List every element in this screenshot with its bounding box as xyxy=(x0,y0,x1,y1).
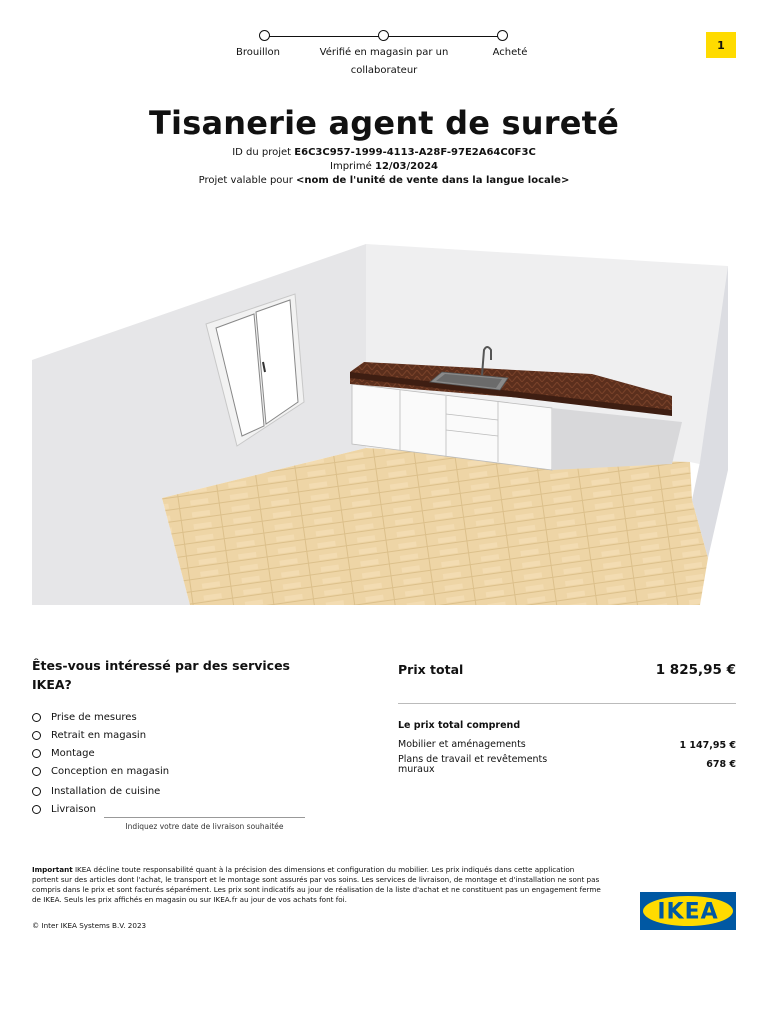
radio-icon[interactable] xyxy=(32,767,41,776)
printed-label: Imprimé xyxy=(330,161,372,172)
delivery-date-field[interactable] xyxy=(104,817,305,818)
price-row-label: Plans de travail et revêtements muraux xyxy=(398,754,548,775)
disclaimer-label: Important xyxy=(32,865,73,874)
service-option-assembly[interactable] xyxy=(32,745,95,761)
price-row-value: 678 € xyxy=(706,759,736,770)
service-label: Retrait en magasin xyxy=(51,729,147,741)
price-includes-heading: Le prix total comprend xyxy=(398,720,521,731)
service-option-measurement[interactable] xyxy=(32,709,137,725)
radio-icon[interactable] xyxy=(32,805,41,814)
services-title: Êtes-vous intéressé par des services IKEA? xyxy=(32,658,290,692)
service-label: Montage xyxy=(51,747,95,759)
service-option-kitchen-installation[interactable] xyxy=(32,783,160,799)
page-number-badge: 1 xyxy=(706,32,736,58)
project-id-line xyxy=(0,146,768,160)
kitchen-3d-render xyxy=(32,238,736,608)
printed-line xyxy=(0,160,768,174)
service-label: Conception en magasin xyxy=(51,765,170,777)
printed-date: 12/03/2024 xyxy=(375,161,438,172)
disclaimer xyxy=(32,865,602,905)
step-label-verified: Vérifié en magasin par un collaborateur xyxy=(319,47,449,76)
total-price-label: Prix total xyxy=(398,662,464,677)
service-option-delivery[interactable] xyxy=(32,801,96,817)
radio-icon[interactable] xyxy=(32,731,41,740)
project-title: Tisanerie agent de sureté xyxy=(149,104,619,142)
step-dot-verified xyxy=(378,30,389,41)
project-id-label: ID du projet xyxy=(232,147,292,158)
radio-icon[interactable] xyxy=(32,787,41,796)
disclaimer-text: IKEA décline toute responsabilité quant à la précision des dimensions et configuration du mobilier. Les prix indiqués dans cette application portent sur des articles dont l'achat, le transport et le montage sont assurés par vos soins. Les services de livraison, de montage et d'installation ne sont pas compris dans le prix et sont facturés séparément. Les prix sont indicatifs au jour de réalisation de la liste d'achat et ne constituent pas un engagement ferme de IKEA. Seuls les prix affichés en magasin ou sur IKEA.fr au jour de vos achats font foi. xyxy=(32,865,601,904)
ikea-logo xyxy=(640,892,736,930)
step-label-purchased: Acheté xyxy=(492,47,528,58)
copyright: © Inter IKEA Systems B.V. 2023 xyxy=(32,921,147,930)
step-label-draft: Brouillon xyxy=(236,47,280,58)
service-option-design[interactable] xyxy=(32,763,169,779)
step-dot-draft xyxy=(259,30,270,41)
service-option-pickup[interactable] xyxy=(32,727,146,743)
svg-text:IKEA: IKEA xyxy=(657,899,719,925)
valid-value: <nom de l'unité de vente dans la langue locale> xyxy=(296,175,570,186)
price-row-label: Mobilier et aménagements xyxy=(398,739,526,750)
total-price-value: 1 825,95 € xyxy=(655,662,736,678)
price-row-value: 1 147,95 € xyxy=(679,740,736,751)
service-label: Prise de mesures xyxy=(51,711,137,723)
valid-line xyxy=(0,174,768,188)
radio-icon[interactable] xyxy=(32,713,41,722)
service-label: Livraison xyxy=(51,803,96,815)
delivery-date-hint: Indiquez votre date de livraison souhaitée xyxy=(125,822,284,831)
step-dot-purchased xyxy=(497,30,508,41)
service-label: Installation de cuisine xyxy=(51,785,161,797)
project-id-value: E6C3C957-1999-4113-A28F-97E2A64C0F3C xyxy=(294,147,536,158)
price-divider xyxy=(398,703,736,704)
radio-icon[interactable] xyxy=(32,749,41,758)
valid-label: Projet valable pour xyxy=(198,175,293,186)
